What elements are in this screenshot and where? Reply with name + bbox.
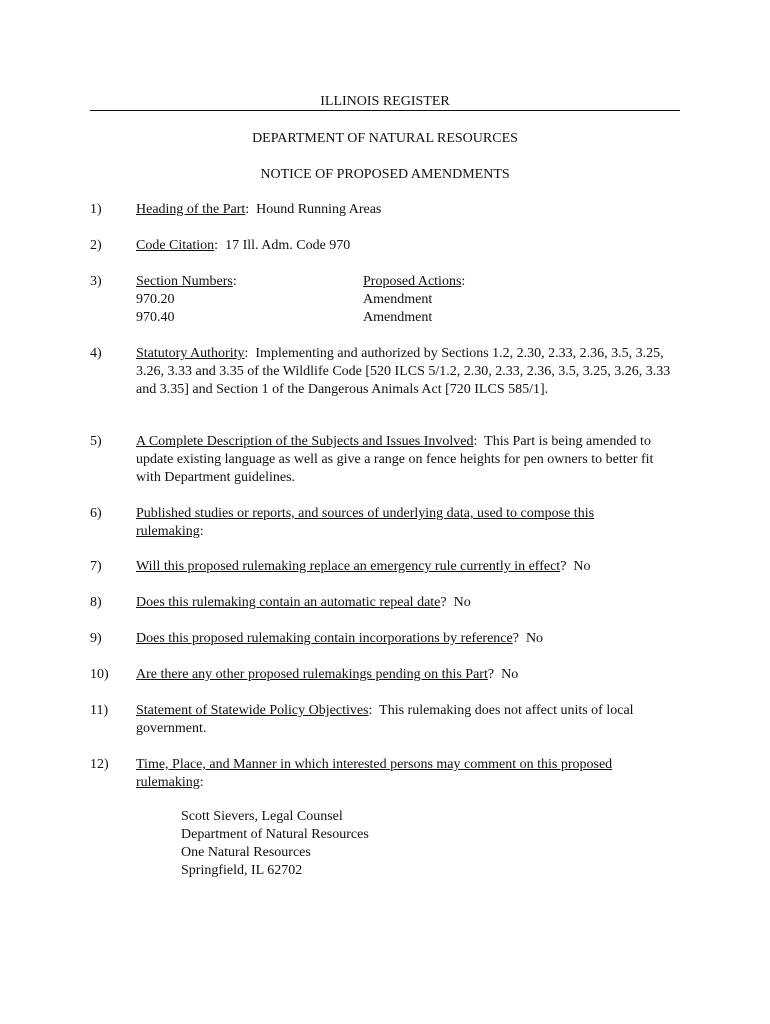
item-label: Does this rulemaking contain an automatic repeal date: [136, 595, 441, 610]
item-label: Heading of the Part: [136, 202, 246, 217]
item-number: 10): [90, 667, 109, 682]
contact-address: One Natural Resources: [181, 845, 311, 860]
proposed-actions-label: Proposed Actions: [363, 274, 462, 289]
item-number: 6): [90, 506, 102, 521]
section-action: Amendment: [363, 310, 433, 325]
contact-department: Department of Natural Resources: [181, 827, 369, 842]
item-text: This rulemaking does not affect units of local government.: [136, 703, 634, 736]
item-separator: ?: [560, 559, 574, 574]
item-section-numbers: [90, 273, 690, 329]
contact-city: Springfield, IL 62702: [181, 863, 303, 878]
item-separator: ?: [487, 667, 502, 682]
item-separator: :: [214, 238, 226, 253]
item-number: 2): [90, 238, 102, 253]
item-label: Code Citation: [136, 238, 215, 253]
section-row: [136, 309, 676, 327]
item-separator: :: [245, 202, 257, 217]
item-number: 1): [90, 202, 102, 217]
item-number: 11): [90, 703, 109, 718]
item-number: 8): [90, 595, 102, 610]
section-row: [136, 291, 676, 309]
item-answer: No: [453, 595, 471, 610]
item-separator: ?: [440, 595, 454, 610]
item-separator: :: [199, 524, 204, 539]
item-number: 7): [90, 559, 102, 574]
register-title: ILLINOIS REGISTER: [90, 94, 680, 111]
item-separator: :: [473, 434, 485, 449]
department-title: DEPARTMENT OF NATURAL RESOURCES: [252, 131, 518, 146]
notice-title: NOTICE OF PROPOSED AMENDMENTS: [260, 167, 510, 182]
item-separator: :: [232, 274, 237, 289]
item-text: This Part is being amended to update existing language as well as give a range on fence heights for pen owners to better fit with Department guidelines.: [136, 434, 654, 485]
item-answer: No: [501, 667, 519, 682]
item-label: Does this proposed rulemaking contain incorporations by reference: [136, 631, 513, 646]
item-separator: :: [368, 703, 380, 718]
item-label: Are there any other proposed rulemakings pending on this Part: [136, 667, 488, 682]
section-action: Amendment: [363, 292, 433, 307]
item-label: Statutory Authority: [136, 346, 245, 361]
item-text: Hound Running Areas: [256, 202, 382, 217]
item-number: 5): [90, 434, 102, 449]
item-text: Implementing and authorized by Sections 1.2, 2.30, 2.33, 2.36, 3.5, 3.25, 3.26, 3.33 and 3.35 of the Wildlife Code [520 ILCS 5/1.2, 2.30, 2.33, 2.36, 3.5, 3.25, 3.26, 3.33 and 3.35] and Section 1 of the Dangerous Animals Act [720 ILCS 585/1].: [136, 346, 671, 397]
item-separator: :: [244, 346, 256, 361]
item-separator: ?: [512, 631, 526, 646]
item-number: 4): [90, 346, 102, 361]
item-number: 12): [90, 757, 109, 772]
contact-name: Scott Sievers, Legal Counsel: [181, 809, 343, 824]
item-text: 17 Ill. Adm. Code 970: [225, 238, 351, 253]
item-label: Statement of Statewide Policy Objectives: [136, 703, 369, 718]
item-label: Will this proposed rulemaking replace an emergency rule currently in effect: [136, 559, 561, 574]
item-separator: :: [461, 274, 466, 289]
item-label: Published studies or reports, and sources of underlying data, used to compose this rulemaking: [136, 506, 595, 539]
item-answer: No: [573, 559, 591, 574]
section-number: 970.40: [136, 310, 175, 325]
item-separator: :: [199, 775, 204, 790]
item-answer: No: [525, 631, 544, 646]
item-number: 3): [90, 274, 102, 289]
item-number: 9): [90, 631, 102, 646]
item-label: A Complete Description of the Subjects and Issues Involved: [136, 434, 474, 449]
item-label: Time, Place, and Manner in which interested persons may comment on this proposed rulemaking: [136, 757, 613, 790]
section-numbers-label: Section Numbers: [136, 274, 233, 289]
section-number: 970.20: [136, 292, 175, 307]
